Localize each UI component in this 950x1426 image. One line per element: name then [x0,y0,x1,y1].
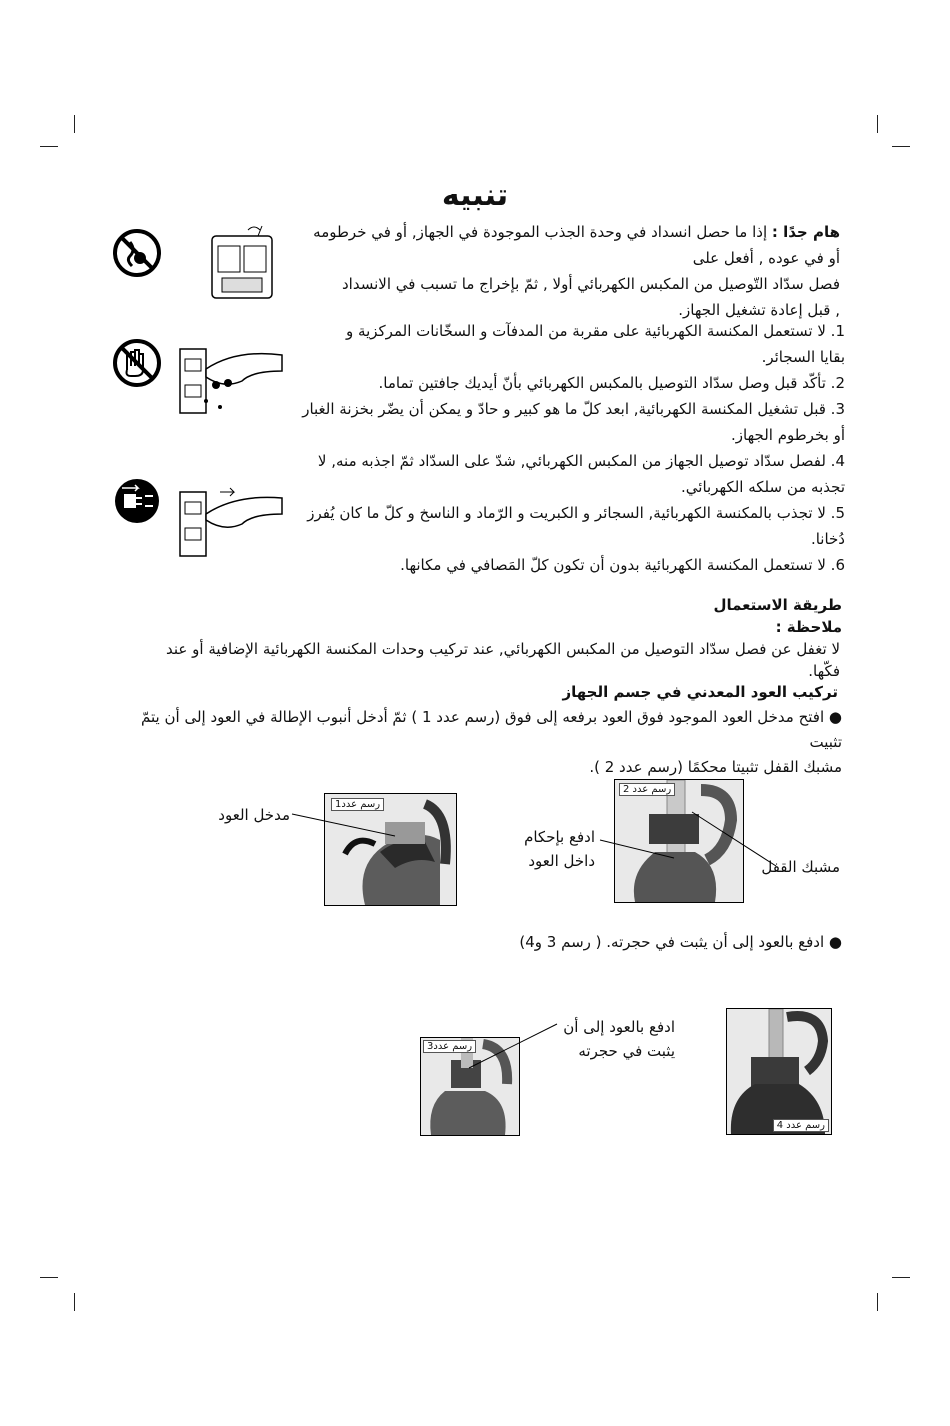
figure-2-callout-push [515,825,595,873]
safety-item: دُخانا. [810,530,845,548]
no-wet-hands-icon [112,338,162,392]
usage-title: طريقة الاستعمال [713,596,842,614]
crop-mark [74,115,75,133]
crop-mark [877,1293,878,1311]
safety-item: بقايا السجائر. [761,348,845,366]
figure-1-callout: مدخل العود [218,806,290,824]
safety-item: 3. قبل تشغيل المكنسة الكهربائية, ابعد كلّ ما هو كبير و حادّ و يمكن أن يضّر بخزنة الغبار [302,400,845,418]
bullet-line: ● افتح مدخل العود الموجود فوق العود برفعه إلى فوق (رسم عدد 1 ) ثمّ أدخل أنبوب الإطالة في العود إلى أن يتمّ تثبيت [141,708,842,751]
safety-list [300,318,845,578]
figure-2-label: رسم عدد 2 [619,783,675,796]
figure-1-photo [324,793,457,906]
figure-2-leader-line-push [598,830,678,860]
vacuum-wet-illustration [208,222,278,306]
warning-line: أو في عوده , أفعل على [692,249,840,267]
unplug-outlet-illustration [176,484,286,563]
note-text: لا تغفل عن فصل سدّاد التوصيل من المكبس الكهربائي, عند تركيب وحدات المكنسة الكهربائية الإضافية أو عند فكّها. [166,640,840,680]
safety-item: أو بخرطوم الجهاز. [731,426,845,444]
wet-hands-outlet-illustration [176,345,286,424]
figure-4-label: رسم عدد 4 [773,1119,829,1132]
figure-3-callout-line: ادفع بالعود إلى أن [563,1018,675,1036]
crop-mark [892,1277,910,1278]
safety-item: 4. لفصل سدّاد توصيل الجهاز من المكبس الكهربائي, شدّ على السدّاد ثمّ اجذبه منه, لا [317,452,845,470]
safety-item: تجذبه من سلكه الكهربائي. [681,478,845,496]
unplug-icon [112,476,162,530]
installation-bullet-1 [120,705,842,780]
bullet-line: ● ادفع بالعود إلى أن يثبت في حجرته. ( رسم 3 و4) [519,933,842,951]
figure-1-label: رسم عدد1 [331,798,384,811]
crop-mark [40,1277,58,1278]
figure-1-leader-line [290,812,400,842]
crop-mark [892,146,910,147]
figure-3-callout [555,1015,675,1063]
figure-2-leader-line-lock [690,810,780,870]
bullet-line: مشبك القفل تثبيتا محكمًا (رسم عدد 2 ). [589,758,842,776]
installation-bullet-2 [120,930,842,955]
figure-3-callout-line: يثبت في حجرته [578,1042,675,1060]
safety-item: 6. لا تستعمل المكنسة الكهربائية بدون أن تكون كلّ المَصافي في مكانها. [400,556,845,574]
warning-line: , قبل إعادة تشغيل الجهاز. [678,301,840,319]
safety-item: 1. لا تستعمل المكنسة الكهربائية على مقربة من المدفآت و السخّانات المركزية و [346,322,845,340]
crop-mark [74,1293,75,1311]
note-label: ملاحظة : [775,618,842,636]
no-water-icon [112,228,162,282]
installation-title: تركيب العود المعدني في جسم الجهاز [562,683,838,701]
figure-2-callout-line: ادفع بإحكام [524,828,595,846]
page-title: تنبيه [441,178,509,213]
warning-line: هام جدًا : إذا ما حصل انسداد في وحدة الجذب الموجودة في الجهاز, أو في خرطومه [313,223,840,241]
figure-2-callout-line: داخل العود [528,852,595,870]
crop-mark [40,146,58,147]
warning-label: هام جدًا : [771,223,840,241]
figure-2-callout-lock: مشبك القفل [761,858,840,876]
figure-3-label: رسم عدد3 [423,1040,476,1053]
safety-item: 2. تأكّد قبل وصل سدّاد التوصيل بالمكبس الكهربائي بأنّ أيديك جافتين تماما. [378,374,845,392]
crop-mark [877,115,878,133]
figure-3-leader-line [465,1022,560,1072]
safety-item: 5. لا تجذب بالمكنسة الكهربائية, السجائر و الكبريت و الرّماد و الناسخ و كلّ ما كان يُفرز [307,504,845,522]
figure-4-photo [726,1008,832,1135]
warning-line: فصل سدّاد التّوصيل من المكبس الكهربائي أولا , ثمّ بإخراج ما تسبب في الانسداد [341,275,840,293]
